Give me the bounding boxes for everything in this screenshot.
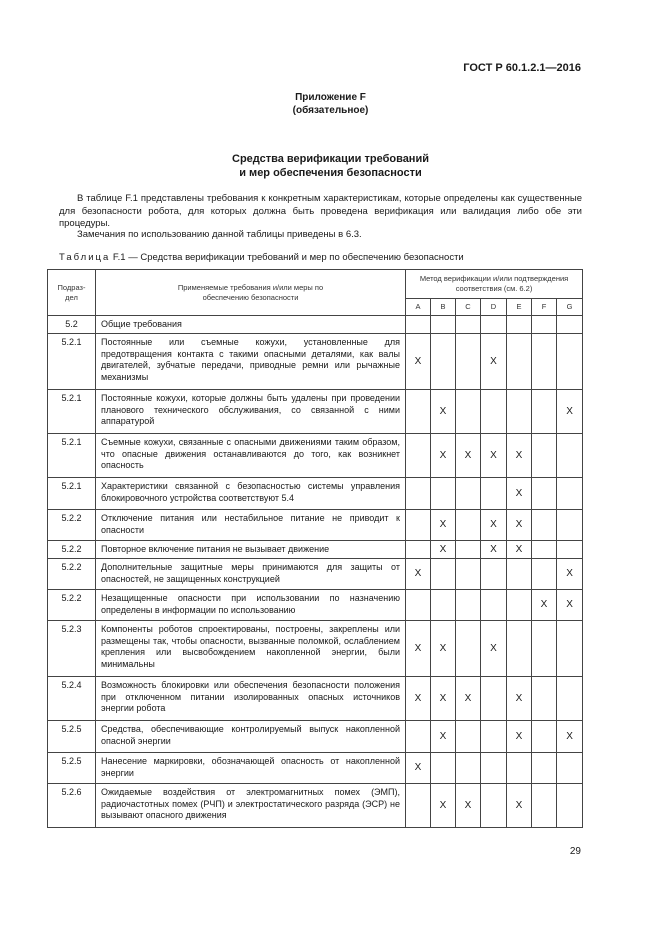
row-requirement: Повторное включение питания не вызывает движение [96, 541, 406, 559]
method-mark-cell [406, 478, 431, 510]
method-letter-header: G [557, 299, 583, 316]
row-section: 5.2.2 [48, 590, 96, 621]
method-mark-cell: X [456, 677, 481, 721]
method-mark-cell: X [406, 753, 431, 784]
row-requirement: Постоянные или съемные кожухи, установленные для предотвращения контакта с такими опасными деталями, как валы двигателей, зубчатые передачи, приводные ремни или рычажные механизмы [96, 334, 406, 390]
method-mark-cell [456, 334, 481, 390]
page-number: 29 [569, 846, 581, 857]
method-mark-cell [532, 334, 557, 390]
method-mark-cell: X [481, 541, 507, 559]
method-mark-cell [532, 541, 557, 559]
table-row [48, 434, 583, 478]
method-mark-cell [532, 316, 557, 334]
table-row [48, 784, 583, 828]
row-section: 5.2.3 [48, 621, 96, 677]
row-section: 5.2.1 [48, 334, 96, 390]
table-row [48, 753, 583, 784]
table-row [48, 478, 583, 510]
method-mark-cell [532, 510, 557, 541]
table-row [48, 621, 583, 677]
method-mark-cell [557, 677, 583, 721]
method-mark-cell [557, 434, 583, 478]
method-mark-cell [532, 677, 557, 721]
method-mark-cell: X [456, 434, 481, 478]
table-row [48, 316, 583, 334]
method-mark-cell [406, 784, 431, 828]
heading-line-2: и мер обеспечения безопасности [239, 167, 422, 179]
method-mark-cell [481, 677, 507, 721]
table-caption-label: Таблица [59, 252, 111, 263]
methods-column-header: Метод верификации и/или подтверждения соответствия (см. 6.2) [406, 270, 583, 299]
method-mark-cell: X [481, 434, 507, 478]
method-mark-cell [431, 334, 456, 390]
method-mark-cell: X [481, 621, 507, 677]
method-mark-cell [532, 478, 557, 510]
method-mark-cell [431, 753, 456, 784]
method-mark-cell [481, 753, 507, 784]
row-section: 5.2.2 [48, 559, 96, 590]
method-mark-cell [431, 590, 456, 621]
row-requirement: Нанесение маркировки, обозначающей опасность от накопленной энергии [96, 753, 406, 784]
row-requirement: Незащищенные опасности при использовании по назначению определены в информации по использованию [96, 590, 406, 621]
method-mark-cell [431, 559, 456, 590]
row-section: 5.2.1 [48, 434, 96, 478]
method-mark-cell [456, 541, 481, 559]
row-section: 5.2.1 [48, 478, 96, 510]
method-mark-cell: X [406, 677, 431, 721]
method-mark-cell [456, 590, 481, 621]
method-mark-cell [406, 721, 431, 753]
method-letter-header: B [431, 299, 456, 316]
method-letter-header: D [481, 299, 507, 316]
method-mark-cell: X [507, 677, 532, 721]
method-mark-cell [481, 784, 507, 828]
method-mark-cell: X [431, 721, 456, 753]
method-mark-cell [481, 590, 507, 621]
method-mark-cell [507, 390, 532, 434]
method-mark-cell: X [532, 590, 557, 621]
row-section: 5.2.5 [48, 721, 96, 753]
method-letter-header: A [406, 299, 431, 316]
method-mark-cell [532, 753, 557, 784]
method-mark-cell: X [431, 434, 456, 478]
method-mark-cell: X [431, 784, 456, 828]
row-requirement: Постоянные кожухи, которые должны быть удалены при проведении планового технического обслуживания, со связанной с ними аппаратурой [96, 390, 406, 434]
row-section: 5.2.2 [48, 510, 96, 541]
method-mark-cell: X [507, 721, 532, 753]
method-mark-cell [507, 621, 532, 677]
method-mark-cell: X [507, 510, 532, 541]
method-mark-cell: X [431, 621, 456, 677]
method-letter-header: C [456, 299, 481, 316]
row-requirement: Характеристики связанной с безопасностью системы управления блокировочного устройства соответствуют 5.4 [96, 478, 406, 510]
method-mark-cell: X [507, 541, 532, 559]
heading-line-1: Средства верификации требований [232, 153, 429, 165]
method-mark-cell: X [481, 510, 507, 541]
section-column-header: Подраз-дел [48, 270, 96, 316]
method-mark-cell [406, 541, 431, 559]
row-requirement: Отключение питания или нестабильное питание не приводит к опасности [96, 510, 406, 541]
method-mark-cell [456, 559, 481, 590]
table-row [48, 541, 583, 559]
method-mark-cell [431, 316, 456, 334]
method-mark-cell [507, 590, 532, 621]
method-mark-cell [557, 621, 583, 677]
method-mark-cell: X [557, 390, 583, 434]
intro-paragraph: В таблице F.1 представлены требования к конкретным характеристикам, которые определены как существенные для безопасности робота, для которых должна быть проведена верификация или валидация либо обе эти процедуры. [59, 193, 582, 229]
method-mark-cell [557, 753, 583, 784]
method-mark-cell [406, 390, 431, 434]
method-mark-cell [507, 753, 532, 784]
method-mark-cell [456, 390, 481, 434]
method-mark-cell [406, 434, 431, 478]
method-mark-cell: X [431, 510, 456, 541]
method-mark-cell [456, 478, 481, 510]
method-mark-cell [406, 590, 431, 621]
table-row [48, 390, 583, 434]
method-mark-cell: X [507, 478, 532, 510]
notes-paragraph: Замечания по использованию данной таблицы приведены в 6.3. [77, 229, 362, 240]
method-mark-cell [456, 721, 481, 753]
method-mark-cell [507, 559, 532, 590]
method-mark-cell [456, 316, 481, 334]
row-section: 5.2.5 [48, 753, 96, 784]
method-mark-cell [532, 721, 557, 753]
method-mark-cell: X [431, 390, 456, 434]
table-row [48, 510, 583, 541]
method-mark-cell: X [557, 721, 583, 753]
method-mark-cell: X [406, 334, 431, 390]
row-requirement: Ожидаемые воздействия от электромагнитных помех (ЭМП), радиочастотных помех (РЧП) и электростатического разряда (ЭСР) не вызывают опасного движения [96, 784, 406, 828]
row-section: 5.2 [48, 316, 96, 334]
method-mark-cell: X [406, 621, 431, 677]
table-row [48, 721, 583, 753]
row-requirement: Компоненты роботов спроектированы, построены, закреплены или размещены так, чтобы опасности, вызванные поломкой, ослаблением крепления или высвобождением накопленной энергии, были минимальны [96, 621, 406, 677]
method-mark-cell [557, 541, 583, 559]
method-mark-cell [557, 510, 583, 541]
method-mark-cell [481, 721, 507, 753]
method-mark-cell: X [481, 334, 507, 390]
standard-code: ГОСТ Р 60.1.2.1—2016 [463, 62, 581, 74]
row-section: 5.2.1 [48, 390, 96, 434]
method-mark-cell: X [456, 784, 481, 828]
table-caption-text: — Средства верификации требований и мер по обеспечению безопасности [128, 252, 464, 263]
method-mark-cell [557, 784, 583, 828]
row-section: 5.2.4 [48, 677, 96, 721]
method-mark-cell [507, 316, 532, 334]
method-mark-cell: X [557, 559, 583, 590]
method-mark-cell [431, 478, 456, 510]
method-mark-cell [456, 621, 481, 677]
method-mark-cell: X [406, 559, 431, 590]
method-letter-header: E [507, 299, 532, 316]
method-mark-cell [557, 334, 583, 390]
table-caption-number: F.1 [112, 252, 126, 263]
method-mark-cell [481, 478, 507, 510]
requirements-table-body [48, 316, 583, 828]
method-mark-cell [532, 784, 557, 828]
row-section: 5.2.6 [48, 784, 96, 828]
table-caption [59, 252, 464, 263]
method-mark-cell [532, 621, 557, 677]
method-mark-cell [406, 316, 431, 334]
method-mark-cell [456, 510, 481, 541]
method-mark-cell: X [507, 434, 532, 478]
row-requirement: Средства, обеспечивающие контролируемый выпуск накопленной опасной энергии [96, 721, 406, 753]
table-row [48, 559, 583, 590]
method-mark-cell: X [507, 784, 532, 828]
method-mark-cell [507, 334, 532, 390]
method-mark-cell [532, 559, 557, 590]
row-requirement: Дополнительные защитные меры принимаются для защиты от опасностей, не защищенных конструкцией [96, 559, 406, 590]
row-requirement: Съемные кожухи, связанные с опасными движениями таким образом, что опасные движения останавливаются до того, как возникнет опасность [96, 434, 406, 478]
row-requirement: Общие требования [96, 316, 406, 334]
annex-type: (обязательное) [292, 105, 369, 116]
method-mark-cell [481, 559, 507, 590]
table-row [48, 590, 583, 621]
method-mark-cell: X [431, 541, 456, 559]
requirements-table [47, 269, 583, 828]
method-mark-cell: X [431, 677, 456, 721]
row-requirement: Возможность блокировки или обеспечения безопасности положения при отключенном питании изолированных опасных источников энергии робота [96, 677, 406, 721]
method-mark-cell [481, 316, 507, 334]
row-section: 5.2.2 [48, 541, 96, 559]
method-mark-cell: X [557, 590, 583, 621]
method-mark-cell [532, 434, 557, 478]
table-row [48, 334, 583, 390]
method-mark-cell [532, 390, 557, 434]
requirement-column-header: Применяемые требования и/или меры по обеспечению безопасности [96, 270, 406, 316]
method-letter-header: F [532, 299, 557, 316]
table-row [48, 677, 583, 721]
method-mark-cell [456, 753, 481, 784]
method-mark-cell [406, 510, 431, 541]
method-mark-cell [481, 390, 507, 434]
method-mark-cell [557, 478, 583, 510]
method-mark-cell [557, 316, 583, 334]
annex-title: Приложение F [295, 92, 366, 103]
